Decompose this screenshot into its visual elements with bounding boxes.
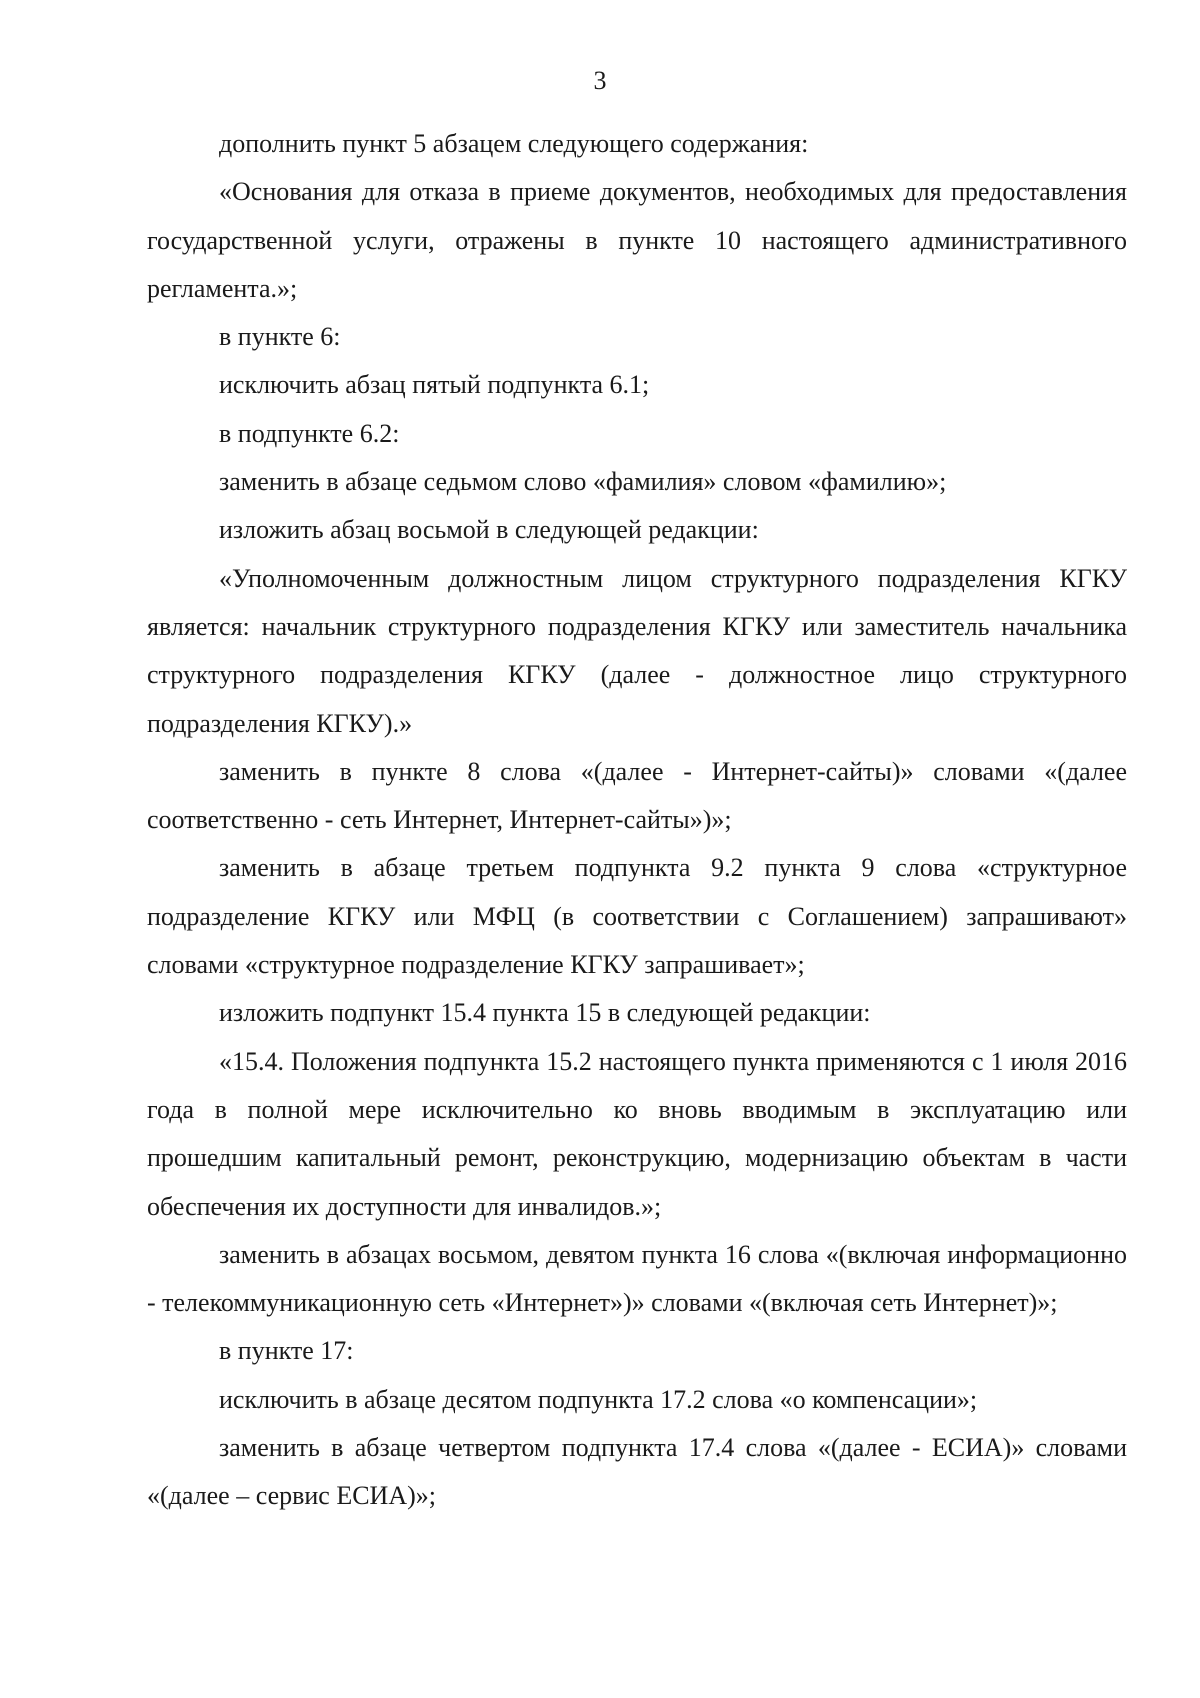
- paragraph: исключить в абзаце десятом подпункта 17.2 слова «о компенсации»;: [219, 1384, 978, 1414]
- paragraph: в пункте 17:: [219, 1336, 354, 1366]
- paragraph: дополнить пункт 5 абзацем следующего содержания:: [219, 129, 809, 158]
- paragraph: в пункте 6:: [219, 322, 341, 352]
- page-number: 3: [593, 66, 607, 95]
- paragraph: исключить абзац пятый подпункта 6.1;: [219, 370, 650, 400]
- paragraph: «Уполномоченным должностным лицом структурного подразделения КГКУ является: начальник структурного подразделения КГКУ или заместитель начальника структурного подразделения КГКУ (далее - должностное лицо структурного подразделения КГКУ).»: [147, 563, 1127, 738]
- paragraph: заменить в абзаце седьмом слово «фамилия» словом «фамилию»;: [219, 467, 947, 497]
- paragraph: изложить подпункт 15.4 пункта 15 в следующей редакции:: [219, 998, 871, 1028]
- paragraph: изложить абзац восьмой в следующей редакции:: [219, 515, 759, 545]
- paragraph: «15.4. Положения подпункта 15.2 настоящего пункта применяются с 1 июля 2016 года в полной мере исключительно ко вновь вводимым в эксплуатацию или прошедшим капитальный ремонт, реконструкцию, модернизацию объектам в части обеспечения их доступности для инвалидов.»;: [147, 1046, 1127, 1221]
- paragraph: заменить в абзаце третьем подпункта 9.2 пункта 9 слова «структурное подразделение КГКУ или МФЦ (в соответствии с Соглашением) запрашивают» словами «структурное подразделение КГКУ запрашивает»;: [147, 853, 1127, 980]
- document-body: [147, 120, 1127, 1521]
- paragraph: в подпункте 6.2:: [219, 418, 400, 448]
- paragraph: заменить в абзацах восьмом, девятом пункта 16 слова «(включая информационно - телекоммуникационную сеть «Интернет»)» словами «(включая сеть Интернет)»;: [147, 1239, 1127, 1318]
- paragraph: «Основания для отказа в приеме документов, необходимых для предоставления государственной услуги, отражены в пункте 10 настоящего административного регламента.»;: [147, 177, 1127, 303]
- paragraph: заменить в абзаце четвертом подпункта 17.4 слова «(далее - ЕСИА)» словами «(далее – сервис ЕСИА)»;: [147, 1433, 1127, 1511]
- paragraph: заменить в пункте 8 слова «(далее - Интернет-сайты)» словами «(далее соответственно - сеть Интернет, Интернет-сайты»)»;: [147, 756, 1127, 835]
